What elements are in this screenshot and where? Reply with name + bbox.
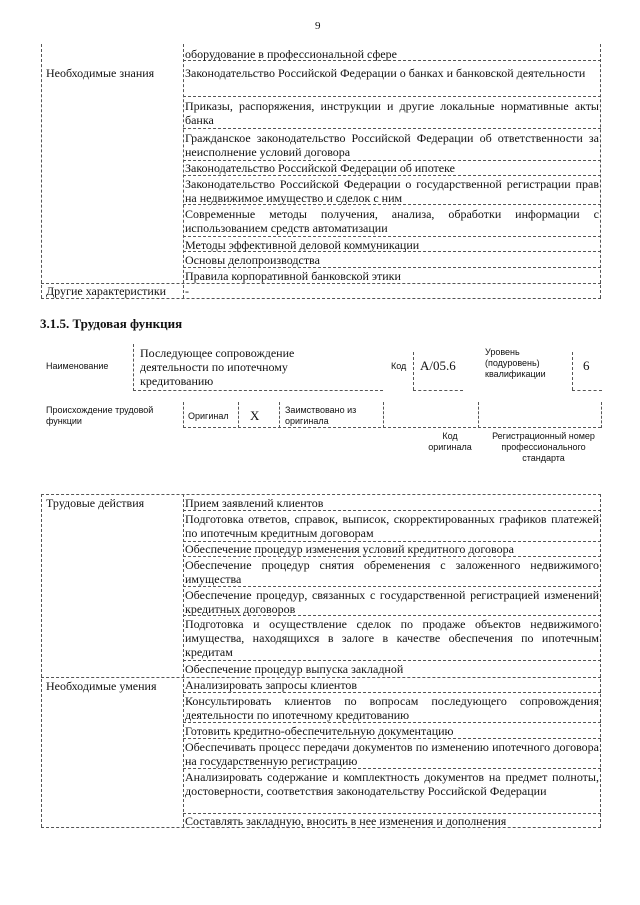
borrowed-label: Заимствовано из оригинала <box>285 405 357 426</box>
skill-item: Составлять закладную, вносить в нее изменения и дополнения <box>185 814 507 828</box>
action-item: Подготовка ответов, справок, выписок, скорректированных графиков платежей по ипотечным кредитным договорам <box>185 512 599 540</box>
skill-item: Анализировать запросы клиентов <box>185 678 358 692</box>
original-label: Оригинал <box>188 411 229 421</box>
knowledge-item-prev: оборудование в профессиональной сфере <box>185 47 397 61</box>
knowledge-item: Законодательство Российской Федерации о государственной регистрации прав на недвижимое имущество и сделок с ним <box>185 177 599 205</box>
reg-number-label: Регистрационный номер профессионального стандарта <box>492 431 595 463</box>
name-value: Последующее сопровождение деятельности по ипотечному кредитованию <box>140 346 295 388</box>
knowledge-item: Правила корпоративной банковской этики <box>185 269 401 283</box>
action-item: Прием заявлений клиентов <box>185 496 324 510</box>
action-item: Обеспечение процедур снятия обременения с заложенного недвижимого имущества <box>185 558 599 586</box>
knowledge-item: Гражданское законодательство Российской Федерации об ответственности за неисполнение условий договора <box>185 131 599 159</box>
knowledge-item: Методы эффективной деловой коммуникации <box>185 238 420 252</box>
skill-item: Анализировать содержание и комплектность документов на предмет полноты, достоверности, соответствия законодательству Российской Федерации <box>185 770 599 798</box>
skill-item: Готовить кредитно-обеспечительную документацию <box>185 724 454 738</box>
action-item: Обеспечение процедур, связанных с государственной регистрацией изменений кредитных договоров <box>185 588 599 616</box>
other-value: - <box>185 284 189 298</box>
action-item: Обеспечение процедур выпуска закладной <box>185 662 404 676</box>
skill-item: Обеспечивать процесс передачи документов по изменению ипотечного договора на государственную регистрацию <box>185 740 599 768</box>
code-value: A/05.6 <box>420 358 456 373</box>
page-number: 9 <box>315 20 321 32</box>
knowledge-item: Законодательство Российской Федерации об ипотеке <box>185 161 455 175</box>
knowledge-item: Современные методы получения, анализа, обработки информации с использованием средств автоматизации <box>185 207 599 235</box>
actions-label: Трудовые действия <box>46 496 145 510</box>
orig-code-label: Код оригинала <box>428 431 472 452</box>
section-title: 3.1.5. Трудовая функция <box>40 316 183 331</box>
knowledge-item: Законодательство Российской Федерации о банках и банковской деятельности <box>185 66 586 80</box>
origin-label: Происхождение трудовой функции <box>46 405 154 426</box>
action-item: Подготовка и осуществление сделок по продаже объектов недвижимого имущества, находящихся в залоге в качестве обеспечения по ипотечным кредитам <box>185 617 599 659</box>
original-mark: X <box>250 408 260 423</box>
name-label: Наименование <box>46 361 109 371</box>
level-value: 6 <box>583 358 590 373</box>
code-label: Код <box>391 361 407 371</box>
skill-item: Консультировать клиентов по вопросам последующего сопровождения деятельности по ипотечному кредитованию <box>185 694 599 722</box>
knowledge-item: Основы делопроизводства <box>185 253 320 267</box>
knowledge-item: Приказы, распоряжения, инструкции и другие локальные нормативные акты банка <box>185 99 599 127</box>
skills-label: Необходимые умения <box>46 679 157 693</box>
action-item: Обеспечение процедур изменения условий кредитного договора <box>185 542 514 556</box>
level-label: Уровень (подуровень) квалификации <box>485 347 546 379</box>
knowledge-label: Необходимые знания <box>46 66 155 80</box>
other-label: Другие характеристики <box>46 284 167 298</box>
